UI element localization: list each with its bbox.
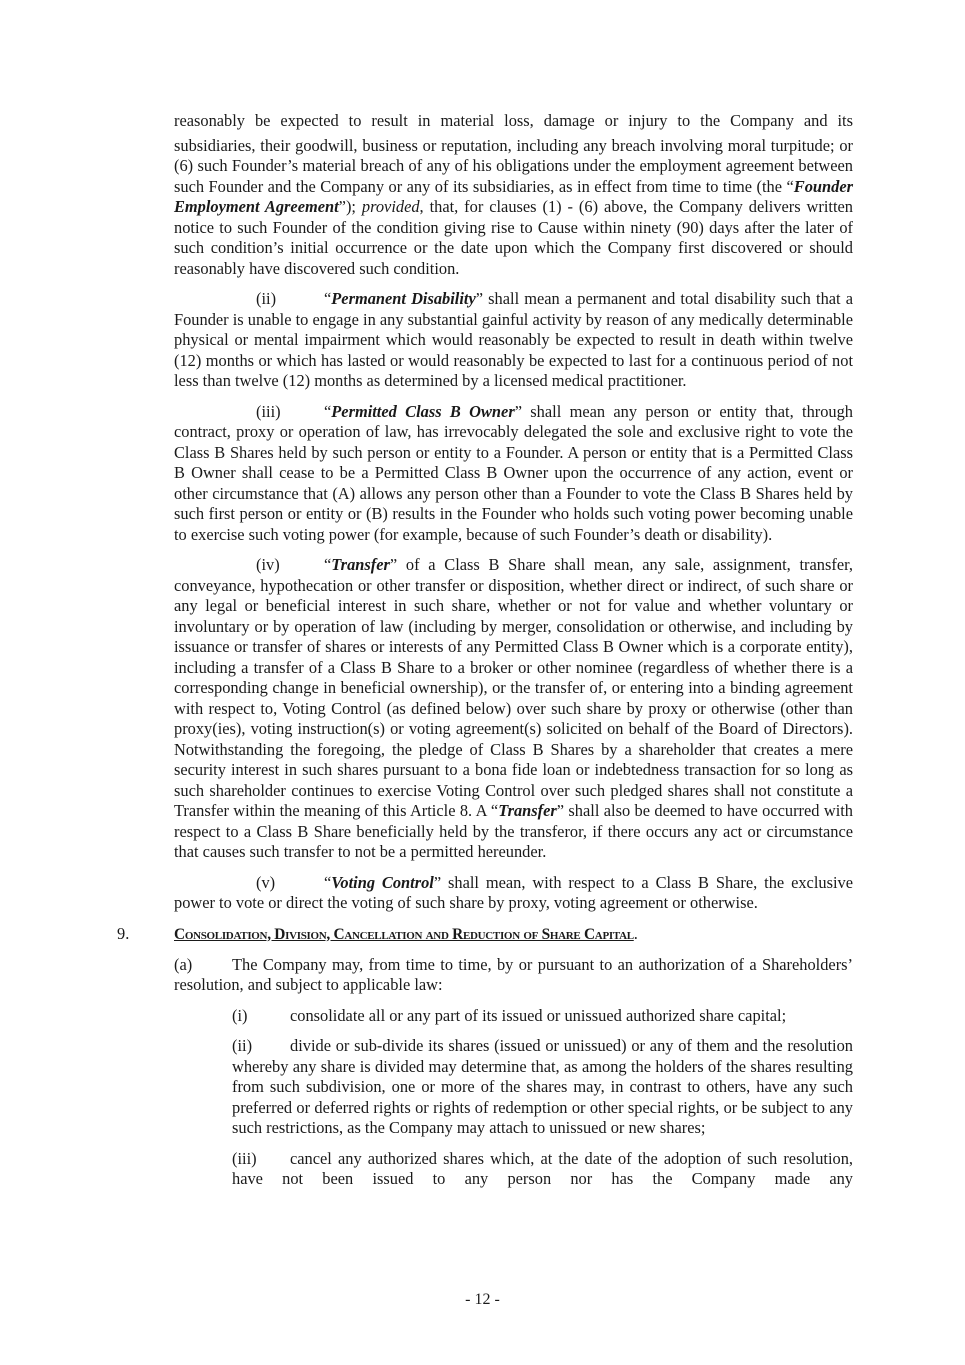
- opening-paragraph: reasonably be expected to result in material loss, damage or injury to the Company and its subsidiaries, their goodwill, business or reputation, including any breach involving moral turpitude; or (6) such Founder’s material breach of any of his obligations under the employment agreement between such Founder and the Company or any of its subsidiaries, as in effect from time to time (the “Founder Employment Agreement”); provided, that, for clauses (1) - (6) above, the Company delivers written notice to such Founder of the condition giving rise to Cause within ninety (90) days after the later of such condition’s initial occurrence or the date upon which the Company first discovered or should reasonably have discovered such condition.: [174, 111, 853, 278]
- section-heading: 9. Consolidation, Division, Cancellation and Reduction of Share Capital.: [117, 923, 638, 943]
- item-number: (iii): [232, 1148, 257, 1168]
- subsection-number: (a): [174, 954, 193, 974]
- defined-term: Transfer: [331, 555, 390, 574]
- defined-term: Transfer: [498, 801, 557, 820]
- subsection-a: (a) The Company may, from time to time, by or pursuant to an authorization of a Shareholders’ resolution, and subject to applicable law:: [174, 954, 853, 994]
- definition-permitted-class-b-owner: (iii) “Permitted Class B Owner” shall mean any person or entity that, through contract, proxy or operation of law, has irrevocably delegated the sole and exclusive right to vote the Class B Shares held by such person or entity to a Founder. A person or entity that is a Permitted Class B Owner shall cease to be a Permitted Class B Owner upon the occurrence of any action, event or other circumstance that (A) allows any person other than a Founder to vote the Class B Shares held by such first person or entity or (B) results in the Founder who holds such voting power becoming unable to exercise such voting power (for example, because of such Founder’s death or disability).: [174, 401, 854, 544]
- item-number: (i): [232, 1005, 248, 1025]
- subitem-divide: (ii) divide or sub-divide its shares (issued or unissued) or any of them and the resolution whereby any share is divided may determine that, as among the holders of the shares resulting from such subdivision, one or more of the shares may, in contrast to others, have any such preferred or deferred rights or rights of redemption or other special rights, or be subject to any such restrictions, as the Company may attach to unissued or new shares;: [232, 1036, 853, 1137]
- definition-transfer: (iv) “Transfer” of a Class B Share shall mean, any sale, assignment, transfer, conveyance, hypothecation or other transfer or disposition, whether direct or indirect, of such share or any legal or beneficial interest in such share, whether or not for value and whether voluntary or involuntary or by operation of law (including by merger, consolidation or otherwise, and including by issuance or transfer of shares or interests of any Permitted Class B Owner which is a corporate entity), including a transfer of a Class B Share to a broker or other nominee (regardless of whether there is a corresponding change in beneficial ownership), or the transfer of, or entering into a binding agreement with respect to, Voting Control (as defined below) over such share by proxy or otherwise (other than proxy(ies), voting instruction(s) or voting agreement(s) solicited on behalf of the Board of Directors). Notwithstanding the foregoing, the pledge of Class B Shares by a shareholder that creates a mere security interest in such shares pursuant to a bona fide loan or indebtedness transaction for so long as such shareholder continues to exercise Voting Control over such pledged shares shall not constitute a Transfer within the meaning of this Article 8. A “Transfer” shall also be deemed to have occurred with respect to a Class B Share beneficially held by the transferor, if there occurs any act or circumstance that causes such transfer to not be a permitted hereunder.: [174, 555, 853, 861]
- defined-term: Voting Control: [331, 872, 434, 892]
- clause-number: (iv): [256, 555, 280, 574]
- subsection-items: [232, 1006, 853, 1190]
- opening-line: reasonably be expected to result in material loss, damage or injury to the Company and its: [174, 111, 853, 130]
- page-number: - 12 -: [465, 1291, 500, 1308]
- defined-term: Permanent Disability: [331, 289, 476, 308]
- definition-permanent-disability: (ii) “Permanent Disability” shall mean a permanent and total disability such that a Founder is unable to engage in any substantial gainful activity by reason of any medically determinable physical or mental impairment which would reasonably be expected to result in death within twelve (12) months or which has lasted or would reasonably be expected to last for a continuous period of not less than twelve (12) months as determined by a licensed medical practitioner.: [174, 289, 854, 390]
- proviso-word: provided: [361, 197, 420, 216]
- clause-number: (iii): [256, 401, 281, 421]
- subitem-consolidate: (i) consolidate all or any part of its issued or unissued authorized share capital;: [232, 1005, 787, 1025]
- clause-number: (ii): [256, 289, 277, 308]
- subitem-cancel: (iii) cancel any authorized shares which, at the date of the adoption of such resolution, have not been issued to any person nor has the Company made any: [232, 1148, 853, 1188]
- defined-term: Founder Employment Agreement: [174, 176, 853, 216]
- item-number: (ii): [232, 1036, 253, 1055]
- document-body: [117, 111, 854, 1200]
- definition-voting-control: (v) “Voting Control” shall mean, with respect to a Class B Share, the exclusive power to vote or direct the voting of such share by proxy, voting agreement or otherwise.: [174, 872, 853, 912]
- section-number: 9.: [117, 923, 130, 943]
- defined-term: Permitted Class B Owner: [331, 401, 515, 421]
- clause-number: (v): [256, 872, 276, 892]
- section-title: Consolidation, Division, Cancellation and Reduction of Share Capital: [174, 925, 634, 943]
